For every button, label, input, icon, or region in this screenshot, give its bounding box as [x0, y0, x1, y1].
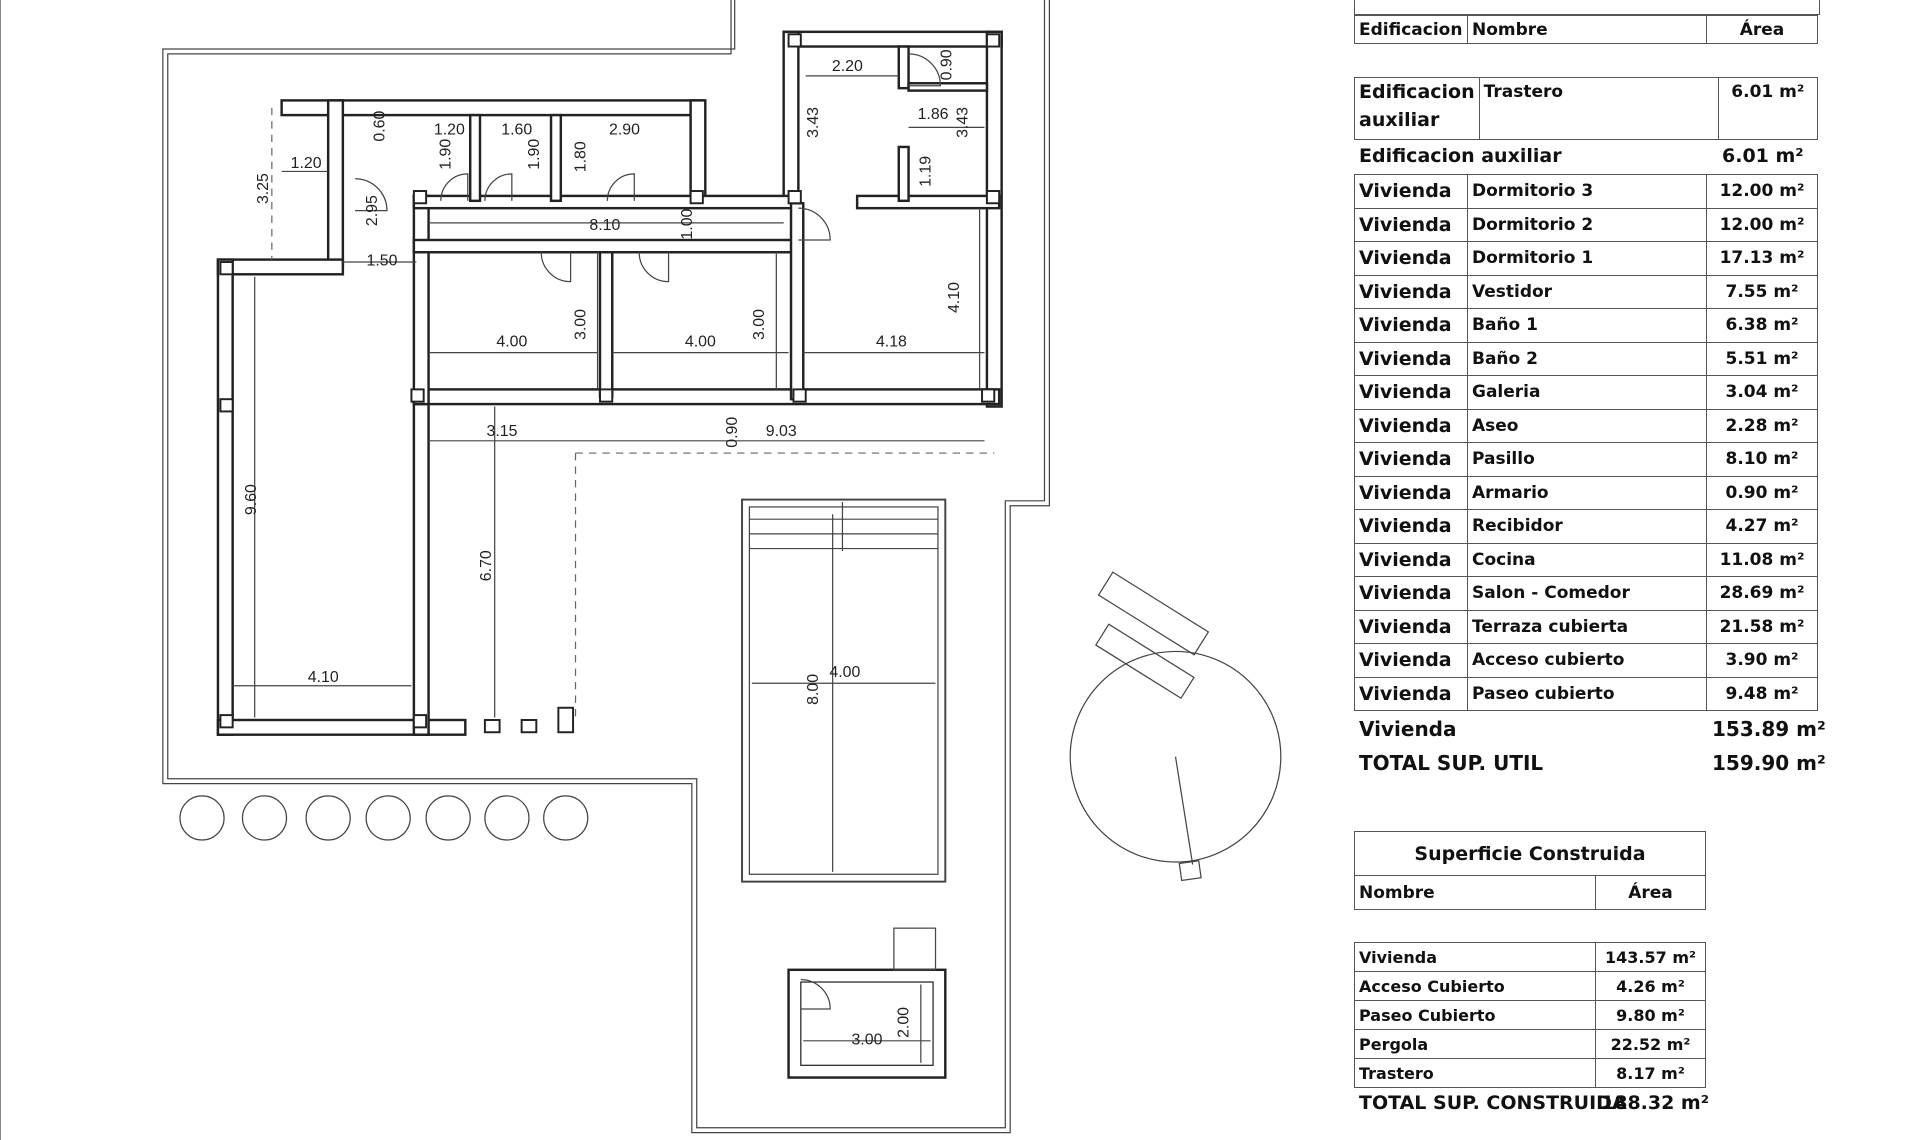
row-edificacion: Vivienda — [1355, 376, 1468, 410]
dim-3-00b: 3.00 — [751, 309, 769, 340]
row-area: 11.08 m² — [1707, 543, 1818, 577]
row-edificacion: Vivienda — [1355, 510, 1468, 544]
built-row-area: 143.57 m² — [1596, 943, 1706, 972]
built-row-area: 4.26 m² — [1596, 972, 1706, 1001]
dim-3-43a: 3.43 — [804, 106, 822, 138]
dim-8-10: 8.10 — [589, 217, 621, 235]
dim-0-90a: 0.90 — [938, 49, 956, 81]
dim-4-10h: 4.10 — [307, 669, 339, 687]
dim-9-60: 9.60 — [242, 484, 260, 516]
dim-2-95: 2.95 — [364, 195, 382, 227]
row-nombre: Acceso cubierto — [1468, 644, 1707, 678]
row-area: 8.10 m² — [1707, 443, 1818, 477]
row-edificacion: Vivienda — [1355, 275, 1468, 309]
dim-4-10v: 4.10 — [945, 282, 963, 314]
row-area: 2.28 m² — [1707, 409, 1818, 443]
built-row — [1355, 972, 1706, 1001]
built-table-rows — [1354, 942, 1706, 1088]
dim-1-60: 1.60 — [501, 121, 533, 139]
built-row-area: 9.80 m² — [1596, 1001, 1706, 1030]
util-row — [1355, 309, 1818, 343]
util-row — [1355, 543, 1818, 577]
dim-3-15: 3.15 — [486, 422, 518, 440]
built-row-area: 8.17 m² — [1596, 1059, 1706, 1088]
row-area: 3.90 m² — [1707, 644, 1818, 678]
dim-2-90: 2.90 — [609, 121, 640, 139]
built-row — [1355, 1030, 1706, 1059]
util-row — [1355, 208, 1818, 242]
row-nombre: Vestidor — [1468, 275, 1707, 309]
row-area: 12.00 m² — [1707, 175, 1818, 209]
row-edificacion: Vivienda — [1355, 644, 1468, 678]
row-area: 0.90 m² — [1707, 476, 1818, 510]
util-grand-total-label: TOTAL SUP. UTIL — [1359, 751, 1544, 775]
dim-4-18: 4.18 — [875, 333, 907, 351]
row-area: 7.55 m² — [1707, 275, 1818, 309]
built-row — [1355, 943, 1706, 972]
aux-total-label: Edificacion auxiliar — [1359, 145, 1562, 167]
row-area: 5.51 m² — [1707, 342, 1818, 376]
dim-1-86: 1.86 — [917, 105, 949, 123]
shrub-row — [180, 796, 588, 840]
row-nombre: Dormitorio 2 — [1468, 208, 1707, 242]
util-row — [1355, 677, 1818, 711]
row-nombre: Terraza cubierta — [1468, 610, 1707, 644]
pool — [742, 500, 945, 882]
util-row — [1355, 510, 1818, 544]
row-nombre: Dormitorio 1 — [1468, 242, 1707, 276]
util-row — [1355, 644, 1818, 678]
util-table-top-border — [1354, 0, 1820, 15]
vivienda-total-area: 153.89 m² — [1712, 717, 1826, 741]
util-row — [1355, 610, 1818, 644]
row-area: 6.38 m² — [1707, 309, 1818, 343]
built-total-area: 188.32 m² — [1601, 1092, 1710, 1114]
aux-total-area: 6.01 m² — [1722, 145, 1804, 167]
row-edificacion: Vivienda — [1355, 543, 1468, 577]
built-header-area: Área — [1596, 876, 1706, 910]
dim-4-00a: 4.00 — [496, 333, 528, 351]
row-edificacion: Vivienda — [1355, 309, 1468, 343]
util-table-aux — [1354, 77, 1818, 140]
aux-edificacion: Edificacion auxiliar — [1355, 78, 1480, 140]
header-nombre: Nombre — [1468, 16, 1707, 44]
dim-2-20: 2.20 — [831, 58, 863, 76]
dim-8-00: 8.00 — [804, 673, 822, 705]
row-nombre: Baño 2 — [1468, 342, 1707, 376]
dim-1-90a: 1.90 — [437, 138, 455, 170]
row-nombre: Salon - Comedor — [1468, 577, 1707, 611]
util-grand-total-area: 159.90 m² — [1712, 751, 1826, 775]
row-edificacion: Vivienda — [1355, 443, 1468, 477]
util-table-header — [1354, 15, 1818, 44]
built-row-nombre: Paseo Cubierto — [1355, 1001, 1596, 1030]
row-edificacion: Vivienda — [1355, 610, 1468, 644]
row-nombre: Cocina — [1468, 543, 1707, 577]
util-row — [1355, 443, 1818, 477]
util-row — [1355, 175, 1818, 209]
dim-4-00b: 4.00 — [684, 333, 716, 351]
umbrella-and-loungers — [1070, 572, 1281, 880]
built-table-title: Superficie Construida — [1355, 832, 1706, 876]
util-table-rows — [1354, 174, 1818, 711]
storage-annex — [789, 928, 946, 1077]
row-nombre: Pasillo — [1468, 443, 1707, 477]
dim-3-00c: 3.00 — [851, 1031, 883, 1049]
row-nombre: Dormitorio 3 — [1468, 175, 1707, 209]
row-edificacion: Vivienda — [1355, 342, 1468, 376]
util-row — [1355, 409, 1818, 443]
row-area: 3.04 m² — [1707, 376, 1818, 410]
util-row — [1355, 275, 1818, 309]
built-total-label: TOTAL SUP. CONSTRUIDA — [1359, 1092, 1627, 1114]
dim-6-70: 6.70 — [478, 550, 496, 582]
row-area: 9.48 m² — [1707, 677, 1818, 711]
built-row — [1355, 1059, 1706, 1088]
row-nombre: Baño 1 — [1468, 309, 1707, 343]
row-area: 21.58 m² — [1707, 610, 1818, 644]
dim-3-00a: 3.00 — [572, 309, 590, 340]
util-row — [1355, 242, 1818, 276]
dim-1-20a: 1.20 — [290, 154, 322, 172]
dim-0-90b: 0.90 — [724, 416, 742, 448]
dim-3-25: 3.25 — [255, 173, 273, 205]
built-header-nombre: Nombre — [1355, 876, 1596, 910]
aux-nombre: Trastero — [1479, 78, 1718, 140]
built-row-nombre: Vivienda — [1355, 943, 1596, 972]
built-row-nombre: Acceso Cubierto — [1355, 972, 1596, 1001]
dim-2-00: 2.00 — [895, 1006, 913, 1038]
built-table-head — [1354, 831, 1706, 910]
row-nombre: Armario — [1468, 476, 1707, 510]
row-edificacion: Vivienda — [1355, 242, 1468, 276]
built-row-nombre: Trastero — [1355, 1059, 1596, 1088]
dim-1-20b: 1.20 — [433, 121, 465, 139]
util-row — [1355, 476, 1818, 510]
row-area: 17.13 m² — [1707, 242, 1818, 276]
row-edificacion: Vivienda — [1355, 208, 1468, 242]
built-row — [1355, 1001, 1706, 1030]
util-row — [1355, 342, 1818, 376]
header-edificacion: Edificacion — [1355, 16, 1468, 44]
dim-3-43b: 3.43 — [954, 106, 972, 138]
vivienda-total-label: Vivienda — [1359, 717, 1457, 741]
util-row — [1355, 577, 1818, 611]
dim-0-60: 0.60 — [371, 110, 389, 142]
built-row-area: 22.52 m² — [1596, 1030, 1706, 1059]
row-edificacion: Vivienda — [1355, 677, 1468, 711]
dim-1-19: 1.19 — [917, 155, 935, 187]
util-row — [1355, 376, 1818, 410]
row-area: 28.69 m² — [1707, 577, 1818, 611]
row-edificacion: Vivienda — [1355, 409, 1468, 443]
row-nombre: Aseo — [1468, 409, 1707, 443]
row-edificacion: Vivienda — [1355, 175, 1468, 209]
row-edificacion: Vivienda — [1355, 476, 1468, 510]
dim-1-80: 1.80 — [572, 141, 590, 173]
row-area: 4.27 m² — [1707, 510, 1818, 544]
row-nombre: Galeria — [1468, 376, 1707, 410]
built-row-nombre: Pergola — [1355, 1030, 1596, 1059]
dim-4-00-pool: 4.00 — [829, 664, 861, 682]
dim-1-50: 1.50 — [366, 252, 398, 270]
row-nombre: Recibidor — [1468, 510, 1707, 544]
dim-9-03: 9.03 — [765, 422, 797, 440]
aux-area: 6.01 m² — [1718, 78, 1817, 140]
dim-1-90b: 1.90 — [525, 138, 543, 170]
row-nombre: Paseo cubierto — [1468, 677, 1707, 711]
row-edificacion: Vivienda — [1355, 577, 1468, 611]
row-area: 12.00 m² — [1707, 208, 1818, 242]
header-area: Área — [1707, 16, 1818, 44]
dim-1-00: 1.00 — [678, 208, 696, 240]
